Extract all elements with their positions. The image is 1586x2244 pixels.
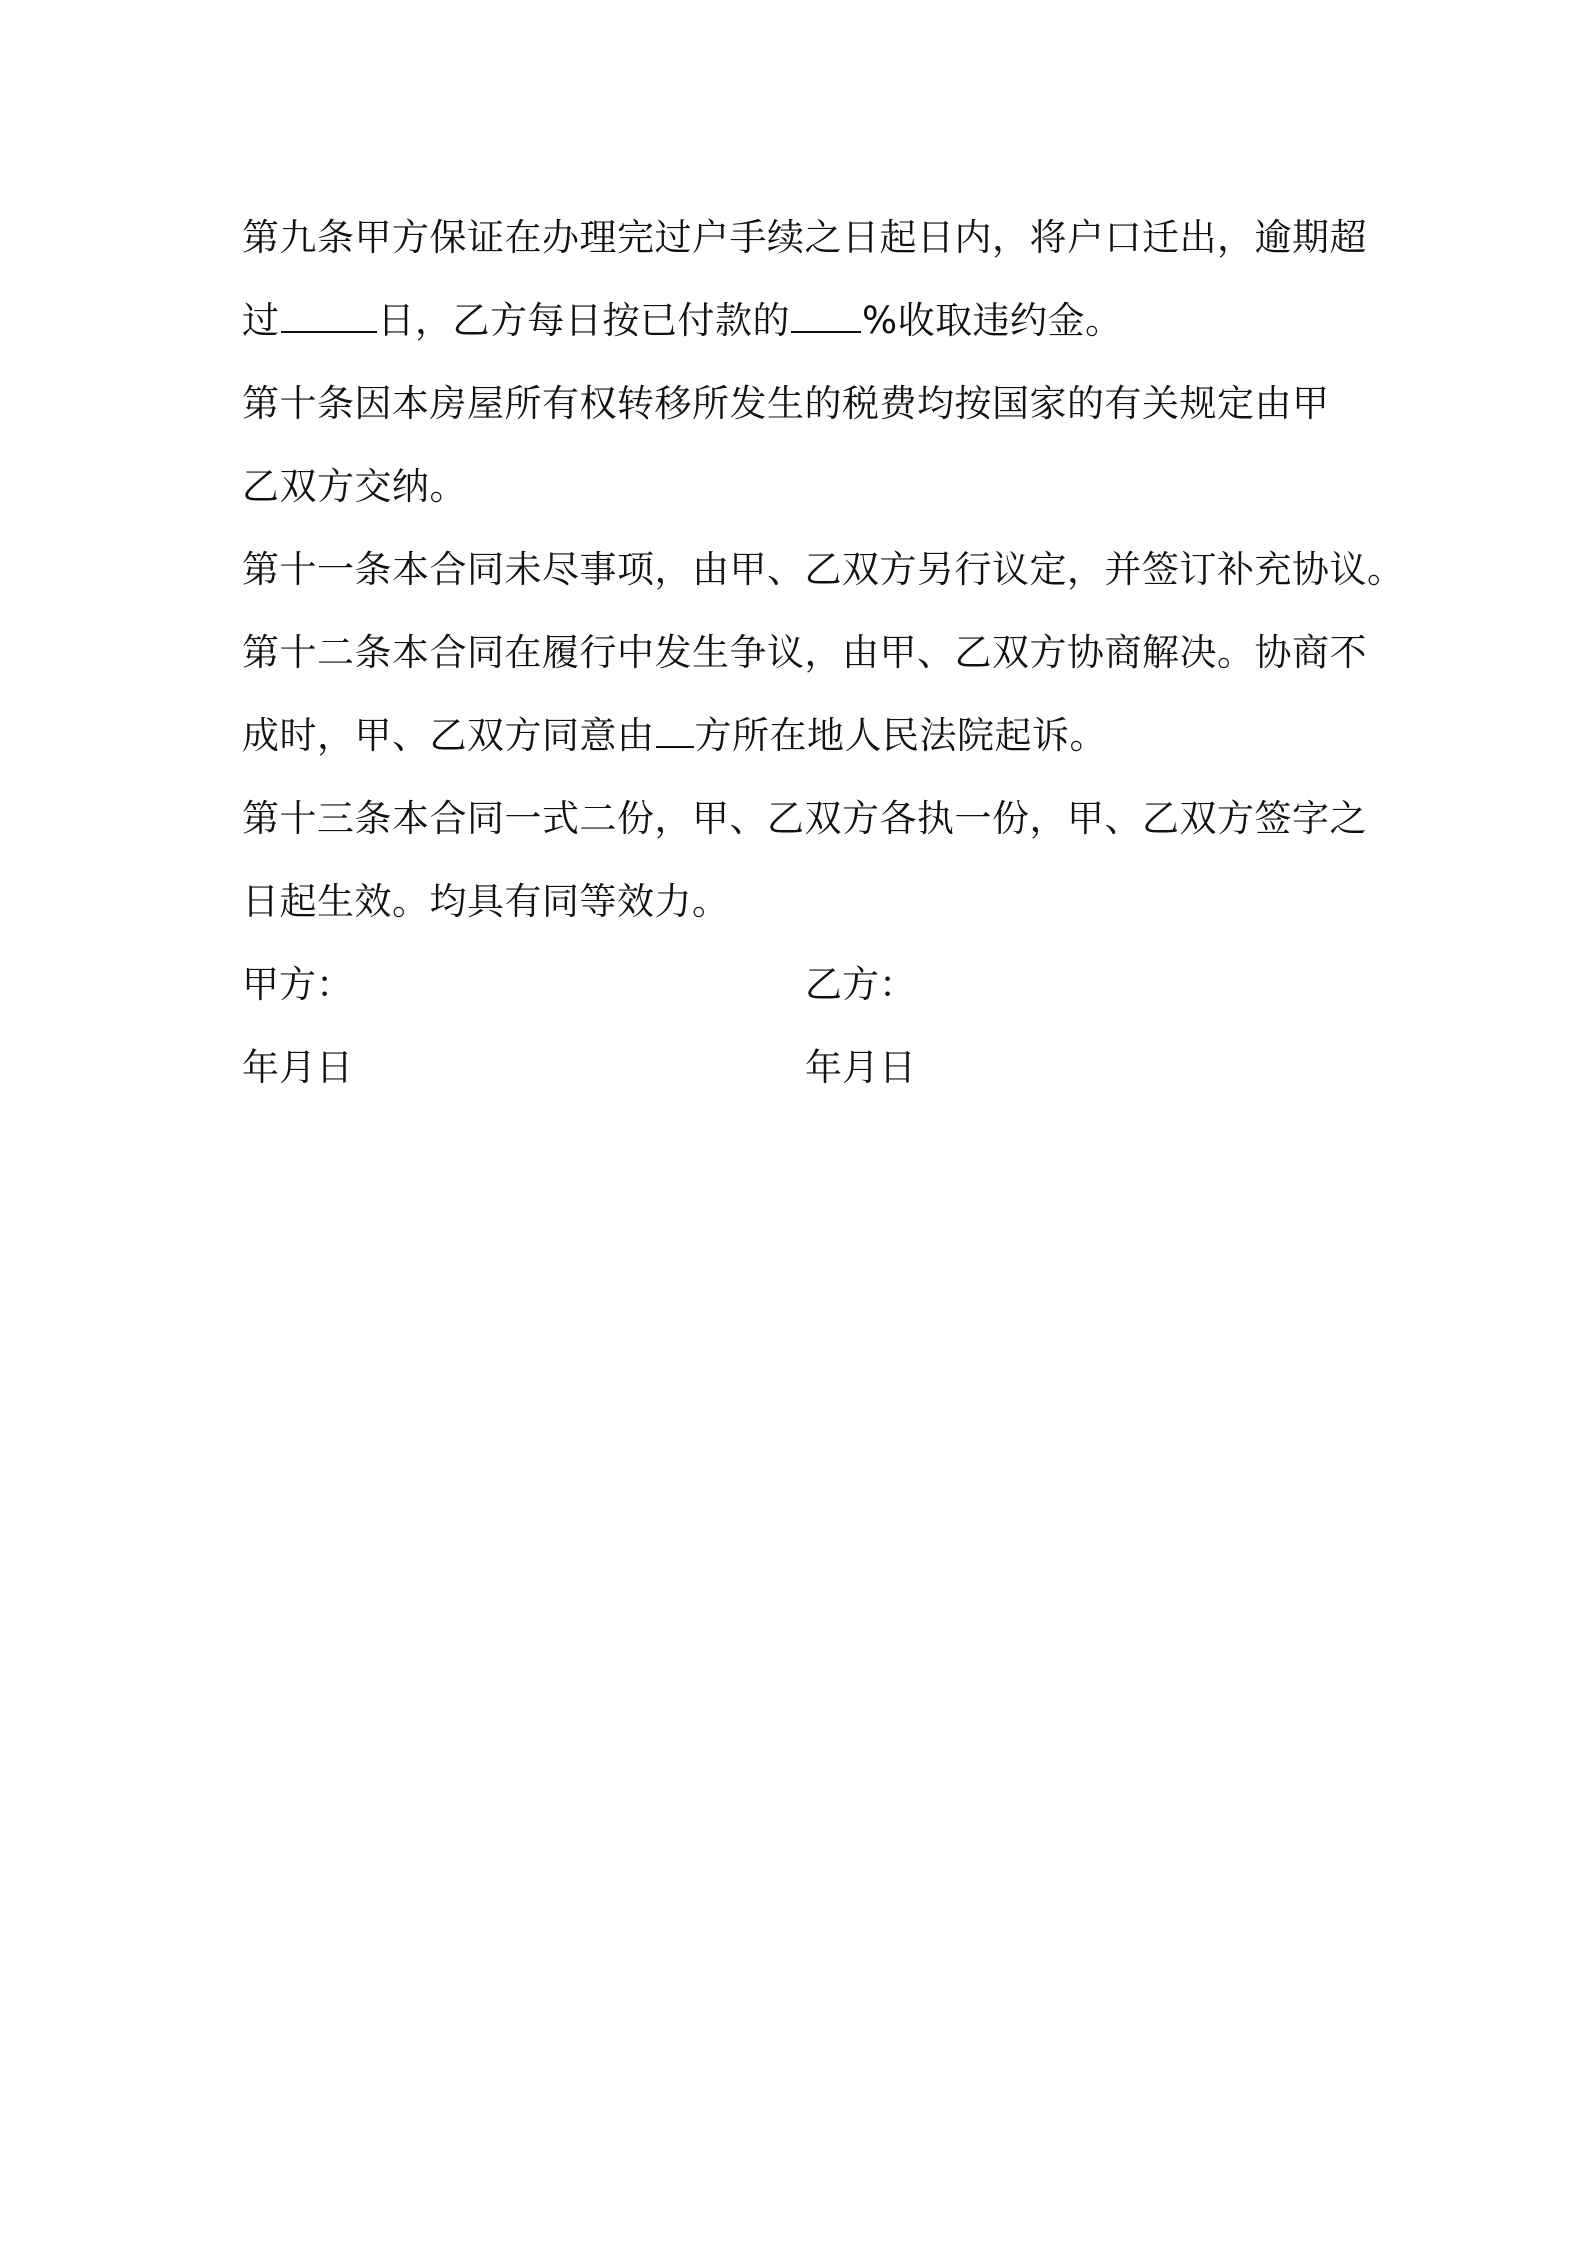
article-9-text-a: 过 xyxy=(242,299,280,342)
signature-label-row xyxy=(242,943,1362,1026)
signature-date-row xyxy=(242,1026,1362,1109)
party-blank xyxy=(656,712,694,748)
article-9-line-1: 第九条甲方保证在办理完过户手续之日起日内，将户口迁出，逾期超 xyxy=(242,216,1367,259)
article-12-line-2 xyxy=(242,694,1362,777)
party-b-label: 乙方： xyxy=(805,963,916,1006)
article-10-line-2: 乙双方交纳。 xyxy=(242,465,467,508)
article-12-text-b: 方所在地人民法院起诉。 xyxy=(694,714,1107,757)
article-9-line-2 xyxy=(242,279,1362,362)
article-9-text-b: 日，乙方每日按已付款的 xyxy=(377,299,790,342)
article-12-line-1: 第十二条本合同在履行中发生争议，由甲、乙双方协商解决。协商不 xyxy=(242,631,1367,674)
party-b-date: 年月日 xyxy=(805,1046,916,1089)
contract-body xyxy=(242,196,1405,1109)
party-a-label: 甲方： xyxy=(242,963,353,1006)
days-blank xyxy=(281,297,377,333)
article-10-line-1: 第十条因本房屋所有权转移所发生的税费均按国家的有关规定由甲 xyxy=(242,382,1330,425)
article-12-text-a: 成时，甲、乙双方同意由 xyxy=(242,714,655,757)
party-a-date: 年月日 xyxy=(242,1046,353,1089)
percent-blank xyxy=(791,297,861,333)
article-9-text-c: %收取违约金。 xyxy=(862,299,1123,342)
article-13-line-1: 第十三条本合同一式二份，甲、乙双方各执一份，甲、乙双方签字之 xyxy=(242,797,1367,840)
article-13-line-2: 日起生效。均具有同等效力。 xyxy=(242,880,730,923)
article-11-line-1: 第十一条本合同未尽事项，由甲、乙双方另行议定，并签订补充协议。 xyxy=(242,548,1405,591)
